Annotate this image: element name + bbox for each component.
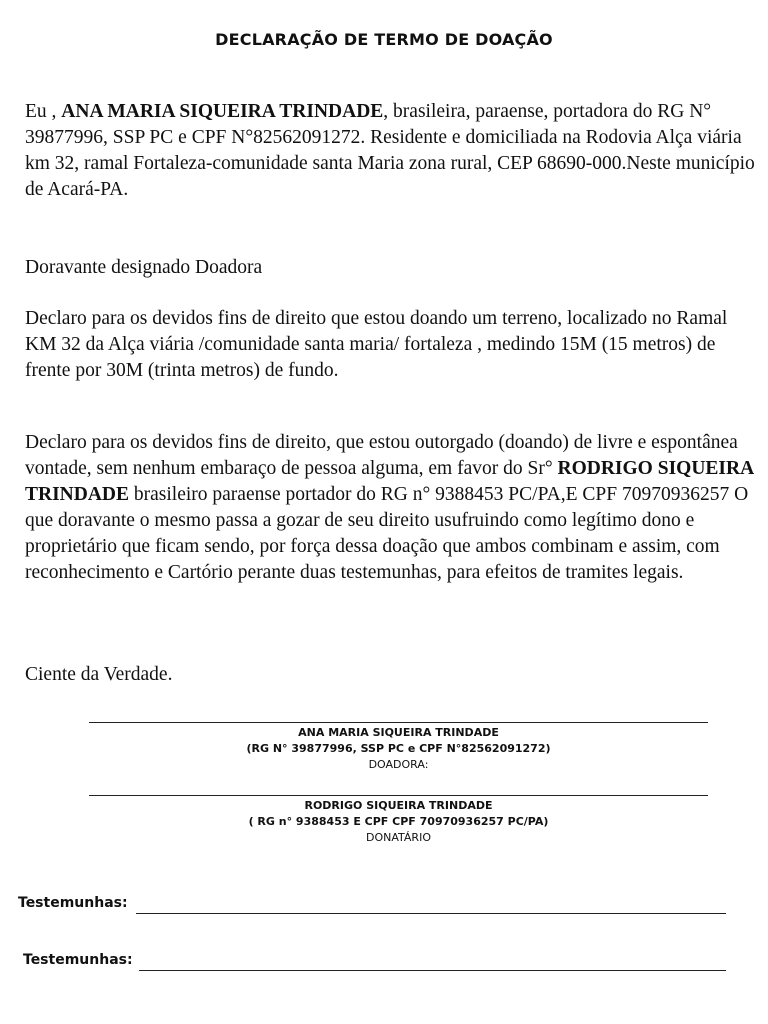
donee-signature-block bbox=[89, 798, 708, 846]
witness-1-label: Testemunhas: bbox=[18, 895, 128, 911]
declaration-text: brasileiro paraense portador do RG n° 9388453 PC/PA,E CPF 70970936257 O que doravante o mesmo passa a gozar de seu direito usufruindo como legítimo dono e proprietário que ficam sendo, por força dessa doação que ambos combinam e assim, com reconhecimento e Cartório perante duas testemunhas, para efeitos de tramites legais. bbox=[25, 484, 749, 583]
donation-declaration-paragraph bbox=[25, 430, 755, 586]
donee-signature-line bbox=[89, 795, 708, 796]
donee-signature-documents: ( RG n° 9388453 E CPF CPF 70970936257 PC/PA) bbox=[248, 815, 549, 828]
donor-signature-documents: (RG N° 39877996, SSP PC e CPF N°82562091272) bbox=[246, 742, 551, 755]
identification-paragraph bbox=[25, 99, 755, 203]
donee-signature-role: DONATÁRIO bbox=[366, 831, 431, 844]
declaration-prefix: Declaro para os devidos fins de direito, que estou outorgado (doando) de livre e espontânea vontade, sem nenhum embaraço de pessoa alguma, em favor do Sr° bbox=[25, 432, 738, 479]
donee-signature-name: RODRIGO SIQUEIRA TRINDADE bbox=[304, 799, 493, 812]
donor-signature-role: DOADORA: bbox=[368, 758, 429, 771]
witness-2-label: Testemunhas: bbox=[23, 952, 133, 968]
land-description-paragraph: Declaro para os devidos fins de direito que estou doando um terreno, localizado no Ramal KM 32 da Alça viária /comunidade santa maria/ fortaleza , medindo 15M (15 metros) de frente por 30M (trinta metros) de fundo. bbox=[25, 308, 728, 381]
donee-name-inline: RODRIGO SIQUEIRA TRINDADE bbox=[25, 458, 754, 505]
donor-signature-name: ANA MARIA SIQUEIRA TRINDADE bbox=[298, 726, 499, 739]
identification-text: , brasileira, paraense, portadora do RG N° 39877996, SSP PC e CPF N°82562091272. Residente e domiciliada na Rodovia Alça viária km 32, ramal Fortaleza-comunidade santa Maria zona rural, CEP 68690-000.Neste município de Acará-PA. bbox=[25, 101, 755, 200]
donor-name-inline: ANA MARIA SIQUEIRA TRINDADE bbox=[61, 101, 384, 122]
designation-paragraph: Doravante designado Doadora bbox=[25, 257, 263, 278]
donor-signature-block bbox=[89, 725, 708, 773]
identification-prefix: Eu , bbox=[25, 101, 62, 122]
donor-signature-line bbox=[89, 722, 708, 723]
document-title: DECLARAÇÃO DE TERMO DE DOAÇÃO bbox=[215, 30, 553, 49]
witness-1-signature-line bbox=[136, 913, 726, 914]
witness-2-signature-line bbox=[139, 970, 726, 971]
closing-statement: Ciente da Verdade. bbox=[25, 664, 173, 685]
